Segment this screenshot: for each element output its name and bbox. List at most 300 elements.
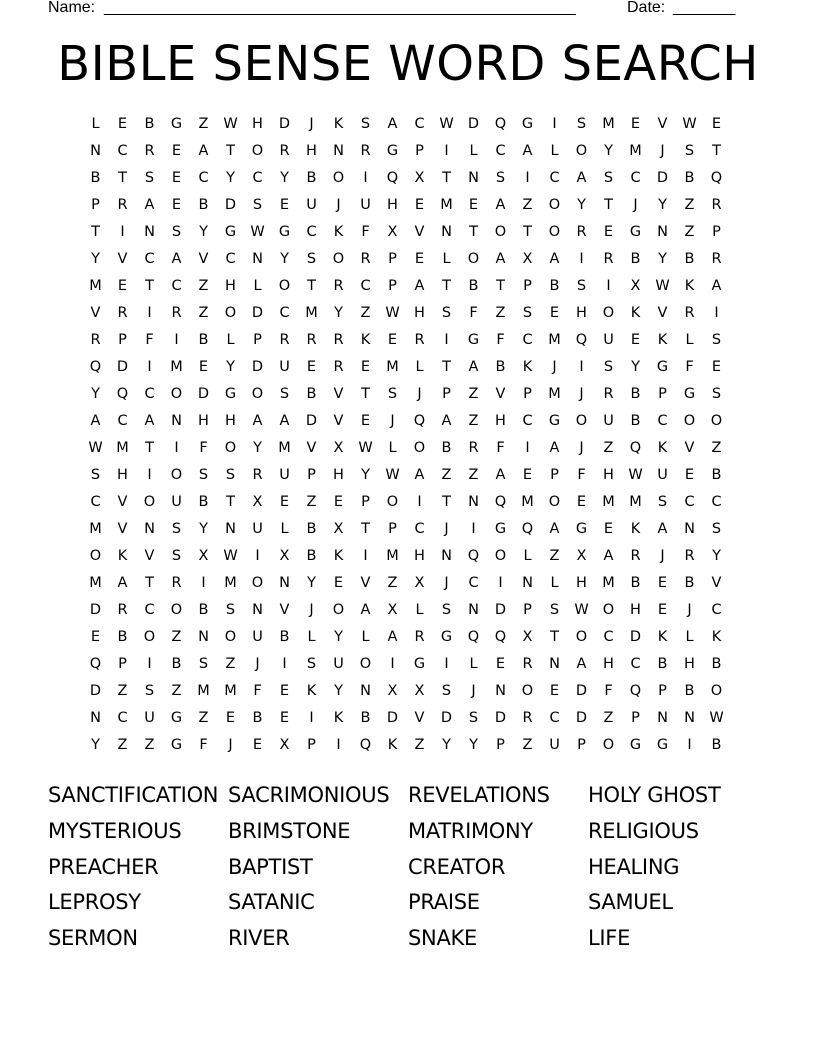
grid-row — [82, 354, 734, 381]
grid-letter: G — [683, 386, 696, 402]
grid-letter: M — [629, 143, 642, 159]
grid-letter: O — [494, 548, 507, 564]
grid-letter: D — [575, 683, 588, 699]
grid-letter: P — [388, 251, 397, 267]
grid-row — [82, 408, 734, 435]
grid-letter: K — [117, 548, 128, 564]
grid-letter: S — [252, 197, 263, 213]
grid-letter: E — [711, 359, 722, 375]
grid-letter: A — [360, 602, 371, 618]
grid-letter: G — [386, 143, 399, 159]
grid-letter: I — [147, 467, 152, 483]
grid-letter: Y — [469, 737, 478, 753]
grid-row — [82, 705, 734, 732]
grid-letter: Q — [494, 629, 507, 645]
grid-letter: L — [361, 629, 370, 645]
grid-letter: I — [579, 251, 584, 267]
grid-letter: G — [656, 359, 669, 375]
grid-letter: Z — [117, 683, 128, 699]
grid-letter: C — [117, 413, 128, 429]
grid-letter: J — [687, 602, 692, 618]
grid-letter: L — [685, 332, 694, 348]
grid-letter: C — [279, 305, 290, 321]
grid-letter: M — [278, 440, 291, 456]
grid-letter: E — [603, 521, 614, 537]
grid-letter: F — [577, 467, 586, 483]
grid-letter: Z — [198, 116, 209, 132]
grid-letter: N — [657, 224, 668, 240]
grid-letter: B — [684, 683, 695, 699]
grid-letter: C — [252, 170, 263, 186]
grid-letter: H — [252, 116, 263, 132]
grid-letter: Z — [468, 386, 479, 402]
word-list-item: SANCTIFICATION — [48, 783, 219, 807]
grid-letter: B — [657, 656, 668, 672]
grid-letter: N — [144, 521, 155, 537]
grid-letter: B — [711, 467, 722, 483]
grid-letter: J — [309, 602, 314, 618]
grid-letter: L — [442, 251, 451, 267]
grid-letter: I — [336, 737, 341, 753]
grid-letter: V — [144, 548, 155, 564]
grid-letter: V — [306, 440, 317, 456]
grid-letter: N — [279, 575, 290, 591]
grid-row — [82, 732, 734, 759]
grid-letter: G — [170, 737, 183, 753]
grid-letter: Z — [603, 440, 614, 456]
grid-letter: O — [224, 440, 237, 456]
grid-letter: E — [387, 332, 398, 348]
grid-letter: Z — [468, 467, 479, 483]
grid-letter: Y — [658, 197, 667, 213]
grid-letter: O — [710, 683, 723, 699]
grid-letter: X — [387, 224, 398, 240]
grid-letter: B — [468, 278, 479, 294]
date-blank-line: _______ — [673, 0, 736, 16]
grid-letter: X — [414, 575, 425, 591]
grid-letter: V — [279, 602, 290, 618]
grid-letter: A — [144, 413, 155, 429]
grid-letter: A — [603, 548, 614, 564]
grid-letter: E — [468, 197, 479, 213]
grid-letter: X — [198, 548, 209, 564]
grid-letter: C — [711, 494, 722, 510]
grid-letter: R — [117, 197, 128, 213]
date-label: Date: — [627, 0, 666, 16]
grid-letter: U — [171, 494, 182, 510]
grid-letter: W — [385, 305, 400, 321]
grid-letter: Z — [549, 548, 560, 564]
grid-letter: B — [441, 440, 452, 456]
grid-letter: Q — [629, 440, 642, 456]
grid-letter: O — [332, 251, 345, 267]
grid-letter: T — [145, 575, 154, 591]
grid-letter: Y — [226, 170, 235, 186]
grid-letter: Z — [441, 467, 452, 483]
grid-letter: G — [224, 224, 237, 240]
grid-letter: D — [278, 116, 291, 132]
word-list-item: LEPROSY — [48, 890, 141, 915]
grid-letter: U — [360, 197, 371, 213]
grid-letter: O — [251, 143, 264, 159]
grid-letter: B — [684, 575, 695, 591]
grid-letter: S — [495, 170, 506, 186]
grid-letter: E — [171, 143, 182, 159]
grid-letter: T — [91, 224, 100, 240]
grid-letter: N — [441, 224, 452, 240]
grid-letter: D — [656, 170, 669, 186]
word-list-item: RIVER — [228, 926, 290, 951]
grid-letter: R — [333, 278, 344, 294]
grid-letter: E — [684, 467, 695, 483]
grid-letter: O — [710, 413, 723, 429]
grid-letter: N — [468, 494, 479, 510]
grid-letter: A — [576, 656, 587, 672]
word-list-item: CREATOR — [408, 854, 506, 879]
grid-letter: D — [575, 710, 588, 726]
grid-letter: Y — [334, 305, 343, 321]
grid-letter: P — [253, 332, 262, 348]
grid-letter: O — [251, 575, 264, 591]
grid-letter: E — [90, 629, 101, 645]
grid-letter: G — [170, 116, 183, 132]
grid-letter: Z — [117, 737, 128, 753]
grid-letter: D — [629, 629, 642, 645]
grid-letter: C — [90, 494, 101, 510]
grid-letter: I — [201, 575, 206, 591]
grid-letter: U — [603, 332, 614, 348]
grid-letter: S — [657, 494, 668, 510]
grid-letter: D — [467, 116, 480, 132]
grid-row — [82, 192, 734, 219]
grid-row — [82, 678, 734, 705]
grid-letter: S — [306, 656, 317, 672]
grid-letter: U — [279, 467, 290, 483]
grid-letter: M — [197, 683, 210, 699]
grid-letter: R — [414, 332, 425, 348]
grid-row — [82, 489, 734, 516]
grid-letter: E — [279, 197, 290, 213]
grid-letter: V — [117, 494, 128, 510]
grid-letter: E — [198, 359, 209, 375]
grid-letter: H — [630, 602, 641, 618]
grid-letter: Y — [280, 170, 289, 186]
grid-letter: M — [224, 683, 237, 699]
grid-letter: U — [333, 656, 344, 672]
grid-letter: Q — [386, 170, 399, 186]
word-list-item: PREACHER — [48, 854, 159, 879]
grid-row — [82, 327, 734, 354]
grid-letter: H — [684, 656, 695, 672]
grid-letter: M — [89, 575, 102, 591]
grid-letter: O — [575, 413, 588, 429]
grid-letter: B — [198, 602, 209, 618]
grid-letter: K — [630, 521, 641, 537]
grid-letter: R — [360, 251, 371, 267]
grid-letter: A — [549, 521, 560, 537]
grid-letter: T — [226, 494, 235, 510]
grid-letter: R — [252, 467, 263, 483]
grid-letter: I — [525, 170, 530, 186]
grid-letter: C — [414, 521, 425, 537]
grid-letter: R — [144, 143, 155, 159]
grid-letter: B — [279, 629, 290, 645]
grid-letter: O — [170, 386, 183, 402]
grid-letter: A — [495, 197, 506, 213]
grid-letter: A — [144, 197, 155, 213]
grid-letter: L — [415, 602, 424, 618]
grid-letter: H — [117, 467, 128, 483]
grid-letter: E — [279, 683, 290, 699]
grid-letter: B — [711, 656, 722, 672]
grid-letter: E — [117, 116, 128, 132]
grid-letter: R — [630, 548, 641, 564]
grid-letter: N — [360, 683, 371, 699]
grid-letter: C — [306, 224, 317, 240]
grid-letter: L — [307, 629, 316, 645]
grid-letter: N — [198, 629, 209, 645]
grid-letter: E — [414, 251, 425, 267]
grid-letter: Q — [494, 116, 507, 132]
grid-letter: R — [117, 305, 128, 321]
grid-letter: Y — [91, 251, 100, 267]
grid-letter: C — [468, 575, 479, 591]
grid-letter: S — [522, 305, 533, 321]
grid-letter: B — [252, 710, 263, 726]
grid-letter: C — [360, 278, 371, 294]
grid-letter: Q — [467, 629, 480, 645]
grid-letter: N — [468, 602, 479, 618]
grid-row — [82, 381, 734, 408]
grid-letter: I — [444, 656, 449, 672]
grid-letter: Z — [522, 197, 533, 213]
grid-letter: G — [629, 224, 642, 240]
word-list-item: MATRIMONY — [408, 818, 533, 843]
grid-letter: R — [603, 386, 614, 402]
grid-letter: E — [657, 575, 668, 591]
grid-letter: R — [90, 332, 101, 348]
grid-letter: R — [360, 143, 371, 159]
grid-letter: Q — [467, 548, 480, 564]
word-list-item: SACRIMONIOUS — [228, 783, 390, 807]
grid-letter: H — [225, 413, 236, 429]
grid-letter: J — [471, 683, 476, 699]
grid-letter: F — [145, 332, 154, 348]
grid-letter: C — [549, 170, 560, 186]
grid-letter: B — [549, 278, 560, 294]
grid-letter: E — [495, 656, 506, 672]
grid-letter: D — [89, 602, 102, 618]
grid-row — [82, 516, 734, 543]
grid-letter: J — [336, 197, 341, 213]
grid-letter: E — [549, 305, 560, 321]
grid-letter: Z — [603, 710, 614, 726]
grid-letter: E — [333, 494, 344, 510]
grid-letter: L — [523, 548, 532, 564]
grid-letter: H — [225, 278, 236, 294]
grid-letter: S — [171, 521, 182, 537]
grid-letter: M — [386, 359, 399, 375]
grid-row — [82, 435, 734, 462]
grid-letter: E — [603, 224, 614, 240]
grid-letter: O — [575, 629, 588, 645]
grid-letter: H — [333, 467, 344, 483]
grid-letter: H — [603, 656, 614, 672]
grid-letter: X — [414, 683, 425, 699]
grid-letter: C — [522, 332, 533, 348]
grid-letter: O — [278, 278, 291, 294]
grid-letter: J — [444, 521, 449, 537]
grid-letter: C — [117, 710, 128, 726]
grid-letter: P — [577, 737, 586, 753]
grid-letter: B — [198, 197, 209, 213]
grid-letter: J — [228, 737, 233, 753]
grid-letter: M — [116, 440, 129, 456]
grid-letter: S — [144, 683, 155, 699]
grid-letter: F — [199, 737, 208, 753]
grid-letter: R — [333, 359, 344, 375]
grid-letter: R — [279, 332, 290, 348]
grid-letter: Y — [712, 548, 721, 564]
grid-letter: V — [333, 386, 344, 402]
grid-letter: C — [549, 710, 560, 726]
grid-letter: S — [576, 116, 587, 132]
grid-letter: O — [386, 494, 399, 510]
grid-letter: W — [223, 116, 238, 132]
grid-letter: Y — [334, 629, 343, 645]
grid-letter: T — [118, 170, 127, 186]
grid-letter: T — [442, 170, 451, 186]
grid-letter: K — [684, 278, 695, 294]
grid-row — [82, 111, 734, 138]
header-line — [48, 0, 748, 20]
grid-letter: I — [363, 548, 368, 564]
grid-letter: O — [89, 548, 102, 564]
grid-letter: E — [576, 494, 587, 510]
grid-letter: C — [630, 170, 641, 186]
grid-letter: J — [390, 413, 395, 429]
grid-letter: B — [684, 170, 695, 186]
grid-letter: J — [552, 359, 557, 375]
grid-letter: S — [90, 467, 101, 483]
grid-letter: L — [550, 575, 559, 591]
grid-letter: S — [198, 656, 209, 672]
grid-row — [82, 570, 734, 597]
grid-letter: K — [711, 629, 722, 645]
grid-letter: J — [309, 116, 314, 132]
grid-letter: Q — [116, 386, 129, 402]
grid-letter: W — [709, 710, 724, 726]
grid-letter: Y — [658, 251, 667, 267]
grid-letter: S — [684, 143, 695, 159]
grid-row — [82, 543, 734, 570]
grid-letter: H — [387, 197, 398, 213]
grid-letter: B — [306, 170, 317, 186]
grid-letter: W — [655, 278, 670, 294]
grid-letter: Y — [604, 143, 613, 159]
grid-letter: I — [147, 656, 152, 672]
grid-letter: A — [387, 116, 398, 132]
grid-letter: E — [711, 116, 722, 132]
grid-letter: P — [91, 197, 100, 213]
grid-letter: J — [579, 386, 584, 402]
grid-letter: R — [468, 440, 479, 456]
grid-letter: W — [682, 116, 697, 132]
grid-row — [82, 246, 734, 273]
grid-letter: S — [711, 521, 722, 537]
grid-letter: L — [469, 143, 478, 159]
grid-letter: T — [145, 278, 154, 294]
grid-row — [82, 219, 734, 246]
grid-letter: N — [441, 548, 452, 564]
grid-letter: H — [603, 467, 614, 483]
grid-letter: E — [549, 683, 560, 699]
grid-letter: E — [657, 602, 668, 618]
grid-letter: Z — [198, 710, 209, 726]
grid-letter: N — [468, 170, 479, 186]
grid-letter: G — [656, 737, 669, 753]
grid-letter: M — [305, 305, 318, 321]
grid-letter: P — [523, 278, 532, 294]
grid-letter: T — [550, 629, 559, 645]
grid-letter: R — [576, 224, 587, 240]
grid-letter: O — [170, 467, 183, 483]
grid-letter: M — [224, 575, 237, 591]
grid-letter: D — [494, 710, 507, 726]
grid-letter: M — [548, 332, 561, 348]
grid-letter: O — [143, 629, 156, 645]
grid-letter: K — [522, 359, 533, 375]
grid-letter: B — [306, 548, 317, 564]
grid-letter: X — [522, 629, 533, 645]
grid-letter: S — [144, 170, 155, 186]
grid-letter: V — [657, 116, 668, 132]
grid-letter: E — [360, 359, 371, 375]
grid-letter: N — [252, 602, 263, 618]
grid-letter: A — [414, 467, 425, 483]
grid-row — [82, 138, 734, 165]
grid-letter: M — [89, 278, 102, 294]
grid-letter: F — [253, 683, 262, 699]
grid-letter: B — [198, 332, 209, 348]
grid-letter: X — [333, 440, 344, 456]
grid-letter: G — [413, 656, 426, 672]
grid-letter: D — [494, 602, 507, 618]
grid-letter: I — [444, 143, 449, 159]
grid-letter: Z — [684, 224, 695, 240]
grid-letter: B — [171, 656, 182, 672]
grid-letter: Z — [360, 305, 371, 321]
grid-letter: I — [147, 359, 152, 375]
grid-letter: P — [658, 683, 667, 699]
grid-letter: L — [226, 332, 235, 348]
grid-letter: B — [630, 386, 641, 402]
grid-letter: E — [414, 197, 425, 213]
grid-letter: P — [658, 386, 667, 402]
grid-letter: S — [441, 683, 452, 699]
grid-letter: P — [415, 143, 424, 159]
grid-letter: C — [144, 251, 155, 267]
grid-letter: P — [307, 467, 316, 483]
grid-letter: K — [333, 710, 344, 726]
grid-letter: B — [684, 251, 695, 267]
grid-letter: S — [279, 386, 290, 402]
grid-letter: O — [224, 629, 237, 645]
grid-letter: F — [604, 683, 613, 699]
grid-letter: D — [89, 683, 102, 699]
grid-letter: O — [602, 602, 615, 618]
grid-letter: U — [657, 467, 668, 483]
